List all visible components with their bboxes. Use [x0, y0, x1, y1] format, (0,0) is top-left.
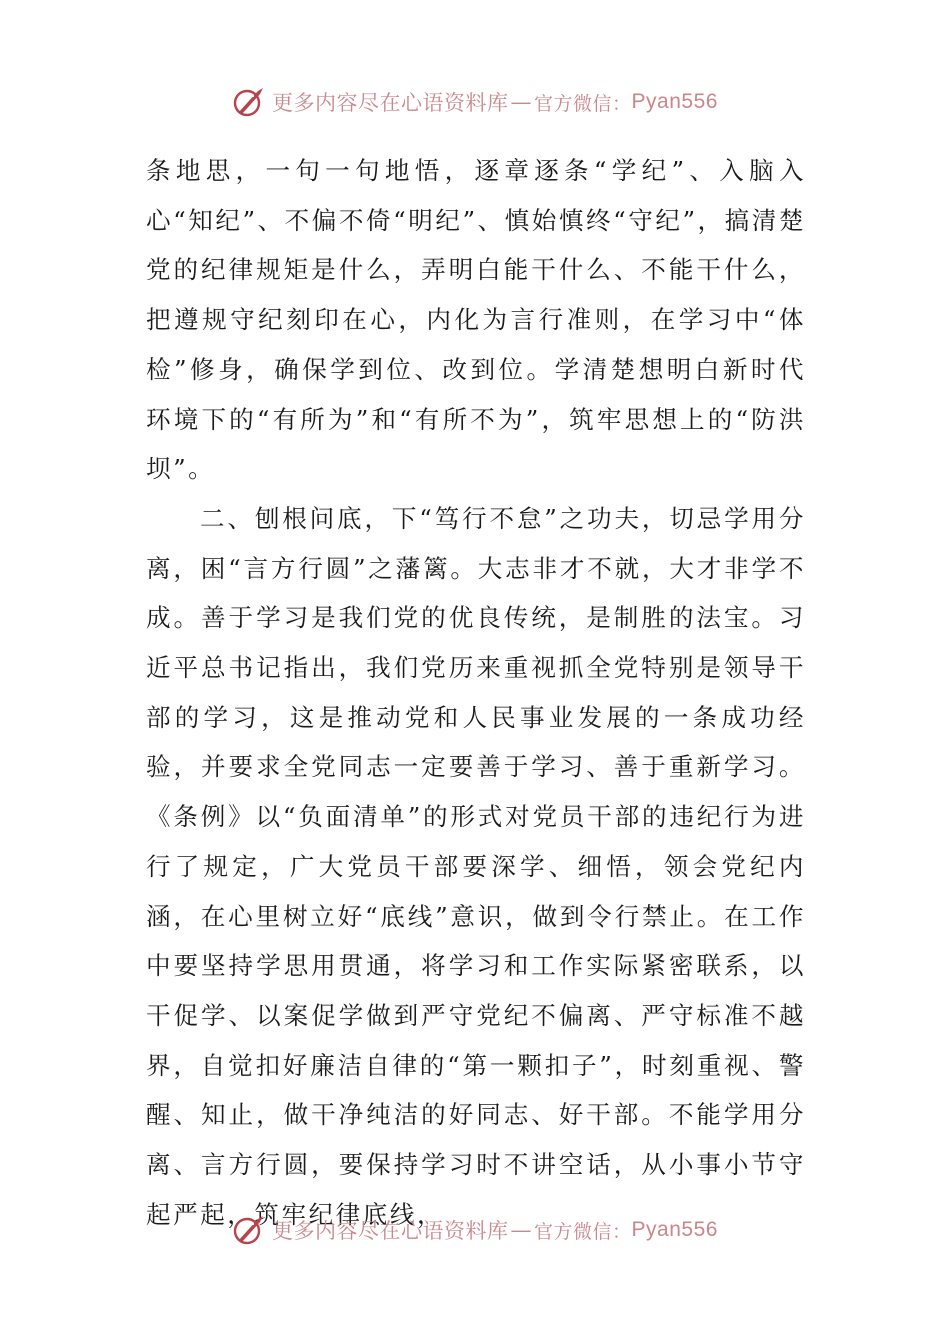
watermark-separator: —: [510, 90, 533, 114]
watermark-separator: —: [510, 1218, 533, 1242]
watermark-site-text: 更多内容尽在心语资料库: [272, 91, 509, 115]
watermark-label: 官方微信：: [534, 1220, 632, 1243]
quill-logo-icon: [232, 1213, 266, 1247]
watermark-wechat-id: Pyan556: [631, 90, 718, 113]
quill-logo-icon: [232, 85, 266, 119]
paragraph-section-two: 二、刨根问底，下“笃行不怠”之功夫，切忌学用分离，困“言方行圆”之藩篱。大志非才不就，大才非学不成。善于学习是我们党的优良传统，是制胜的法宝。习近平总书记指出，我们党历来重视抓全党特别是领导干部的学习，这是推动党和人民事业发展的一条成功经验，并要求全党同志一定要善于学习、善于重新学习。《条例》以“负面清单”的形式对党员干部的违纪行为进行了规定，广大党员干部要深学、细悟，领会党纪内涵，在心里树立好“底线”意识，做到令行禁止。在工作中要坚持学思用贯通，将学习和工作实际紧密联系，以干促学、以案促学做到严守党纪不偏离、严守标准不越界，自觉扣好廉洁自律的“第一颗扣子”，时刻重视、警醒、知止，做干净纯洁的好同志、好干部。不能学用分离、言方行圆，要保持学习时不讲空话，从小事小节守起严起，筑牢纪律底线，: [146, 503, 806, 1229]
watermark-label: 官方微信：: [534, 92, 632, 115]
header-watermark: [0, 82, 950, 122]
watermark-site-text: 更多内容尽在心语资料库: [272, 1219, 509, 1243]
document-body: [146, 146, 806, 1239]
watermark-wechat-id: Pyan556: [631, 1218, 718, 1241]
paragraph-continued: 条地思，一句一句地悟，逐章逐条“学纪”、入脑入心“知纪”、不偏不倚“明纪”、慎始慎终“守纪”，搞清楚党的纪律规矩是什么，弄明白能干什么、不能干什么，把遵规守纪刻印在心，内化为言行准则，在学习中“体检”修身，确保学到位、改到位。学清楚想明白新时代环境下的“有所为”和“有所不为”，筑牢思想上的“防洪坝”。: [146, 156, 806, 484]
footer-watermark: [0, 1210, 950, 1250]
